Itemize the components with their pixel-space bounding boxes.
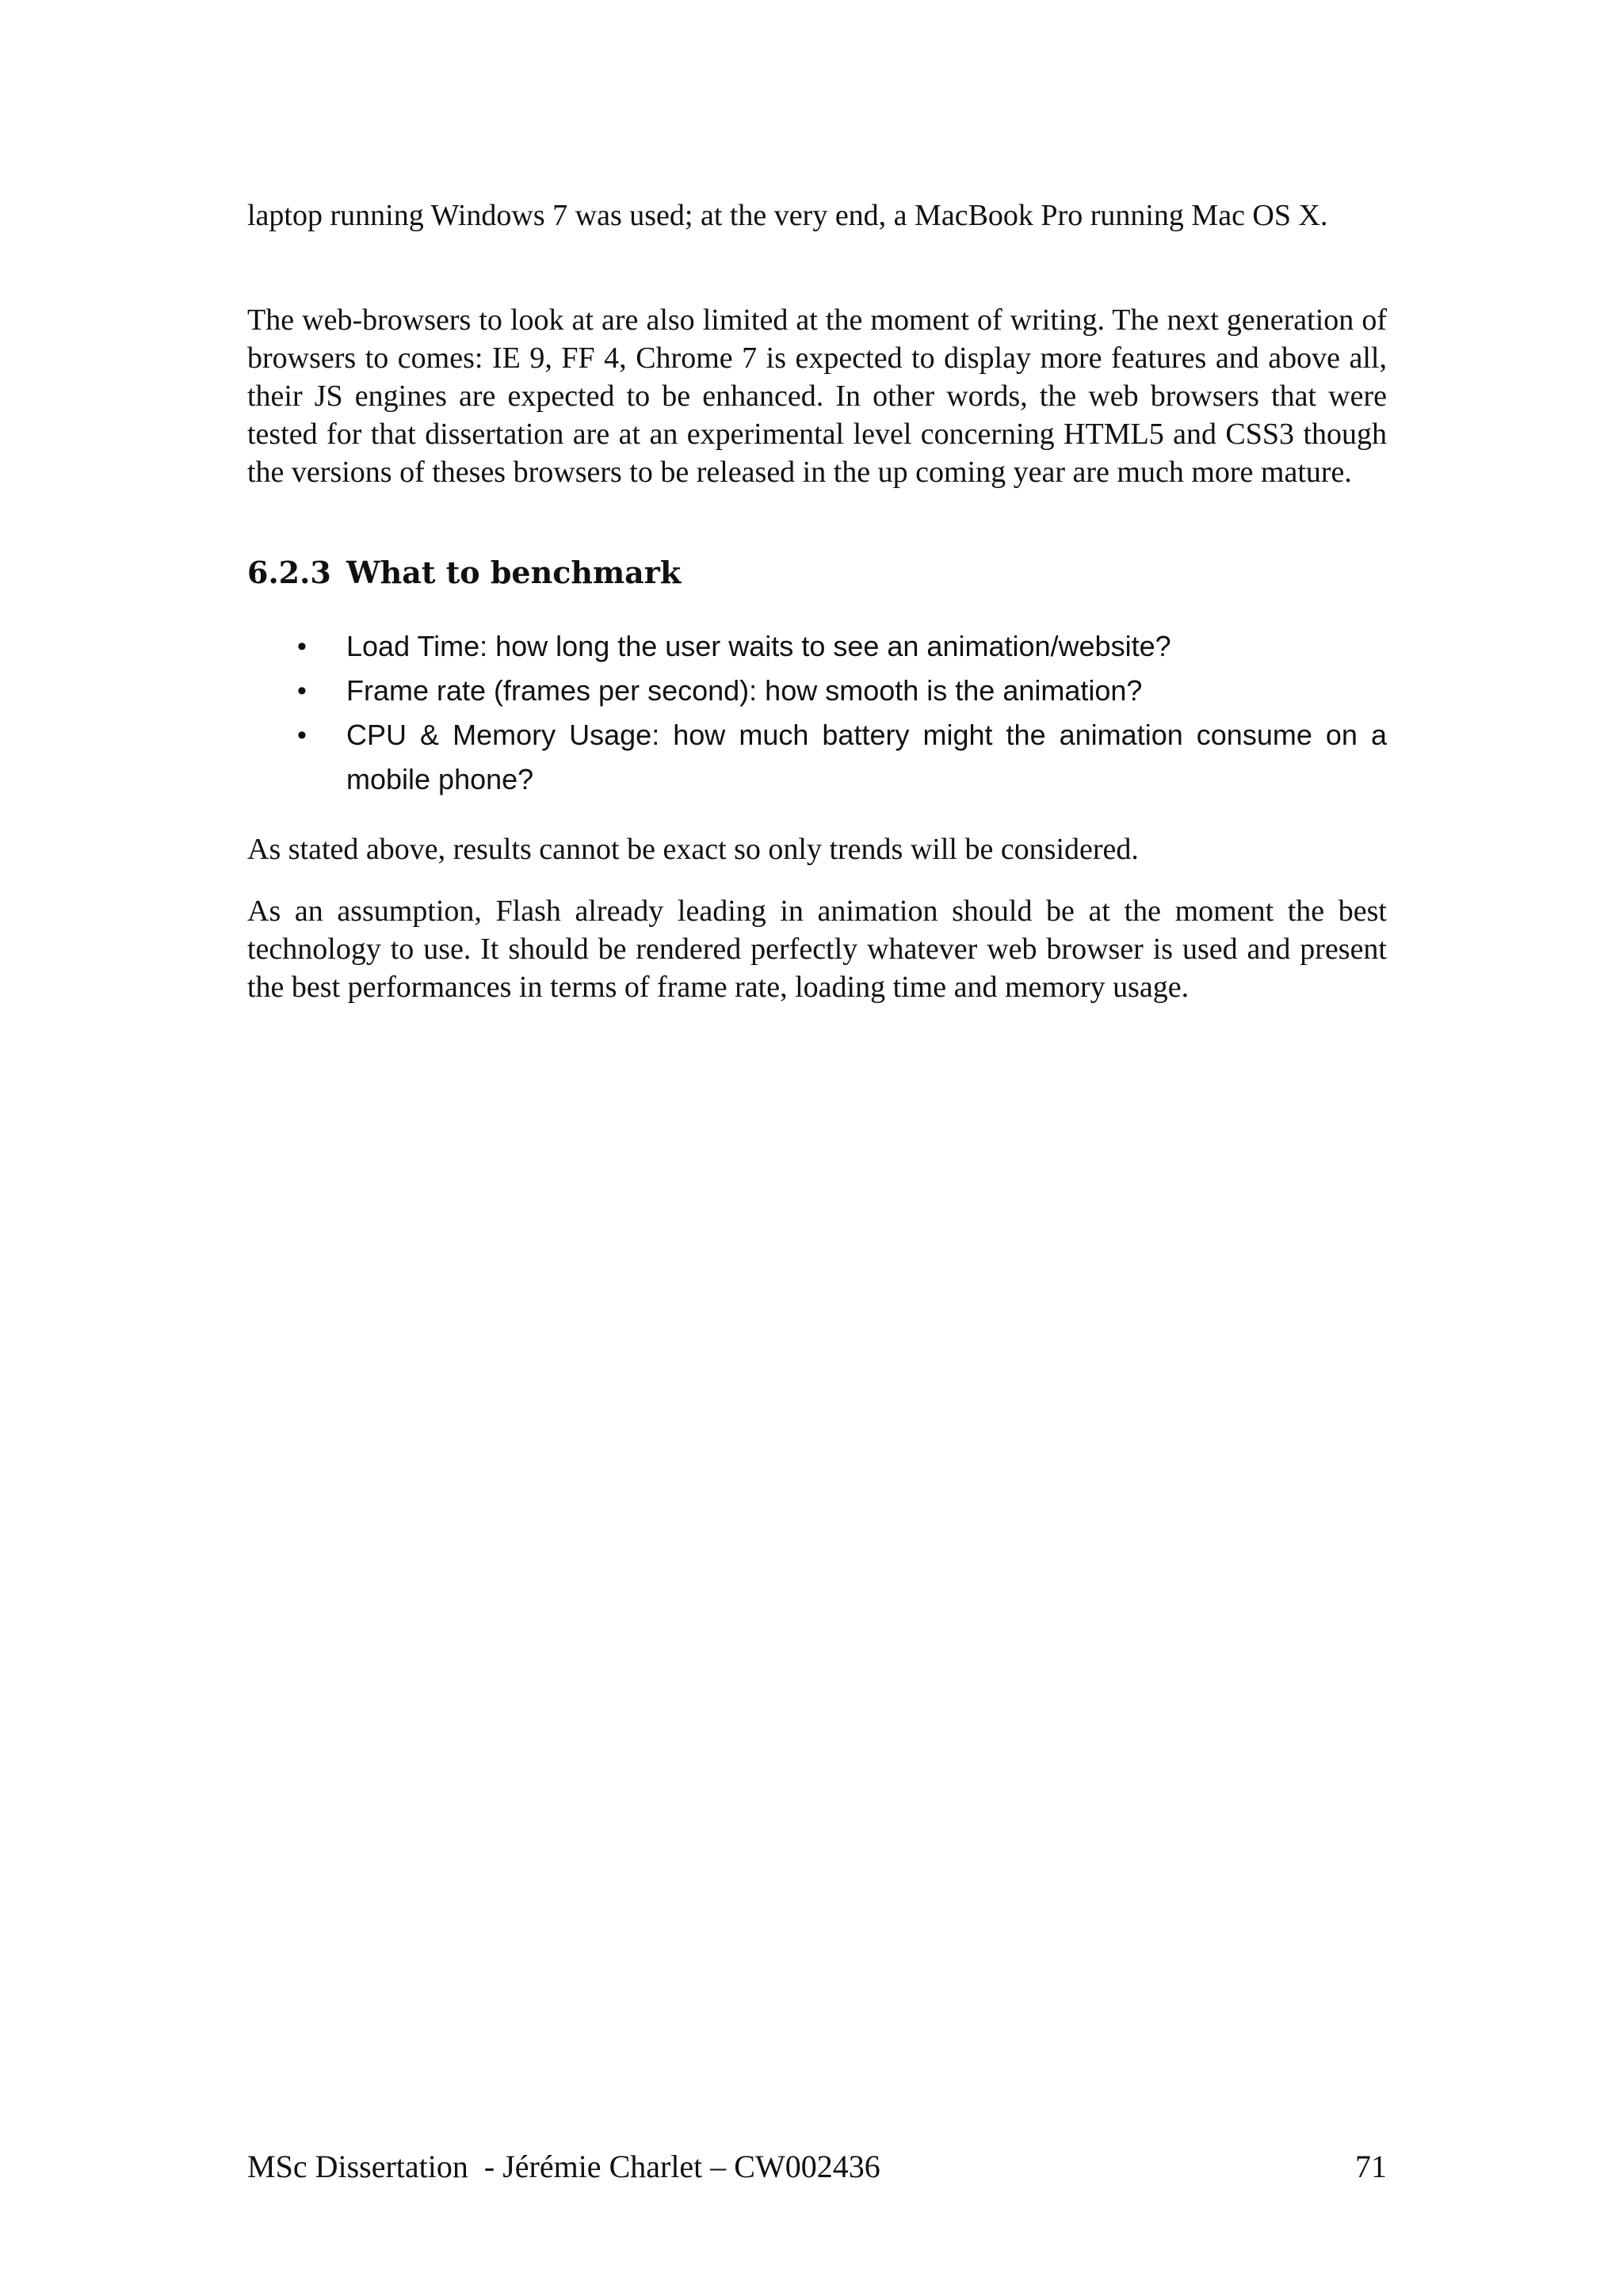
- paragraph-results: As stated above, results cannot be exact so only trends will be considered.: [247, 833, 1139, 866]
- paragraph-assumption: As an assumption, Flash already leading in animation should be at the moment the best technology to use. It should be rendered perfectly whatever web browser is used and present the best performances in terms of frame rate, loading time and memory usage.: [247, 894, 1387, 1004]
- section-heading: [247, 553, 681, 593]
- benchmark-list: [293, 624, 1387, 802]
- section-title: What to benchmark: [346, 555, 682, 590]
- list-item-text: Load Time: how long the user waits to see an animation/website?: [346, 630, 1171, 662]
- footer-title: MSc Dissertation - Jérémie Charlet – CW002436: [247, 2149, 880, 2184]
- paragraph-browsers: The web-browsers to look at are also limited at the moment of writing. The next generation of browsers to comes: IE 9, FF 4, Chrome 7 is expected to display more features and above all, their JS engines are expected to be enhanced. In other words, the web browsers that were tested for that dissertation are at an experimental level concerning HTML5 and CSS3 though the versions of theses browsers to be released in the up coming year are much more mature.: [247, 303, 1387, 489]
- list-item-text: Frame rate (frames per second): how smooth is the animation?: [346, 674, 1143, 707]
- list-item: [293, 669, 1387, 713]
- bullet-icon: •: [297, 676, 307, 706]
- list-item: [293, 713, 1387, 802]
- page-number: 71: [1355, 2149, 1387, 2184]
- bullet-icon: •: [297, 631, 307, 662]
- paragraph-intro: laptop running Windows 7 was used; at the very end, a MacBook Pro running Mac OS X.: [247, 199, 1328, 232]
- section-number: 6.2.3: [247, 555, 331, 590]
- bullet-icon: •: [297, 720, 307, 750]
- list-item: [293, 624, 1387, 669]
- list-item-text: CPU & Memory Usage: how much battery might the animation consume on a mobile phone?: [346, 719, 1387, 795]
